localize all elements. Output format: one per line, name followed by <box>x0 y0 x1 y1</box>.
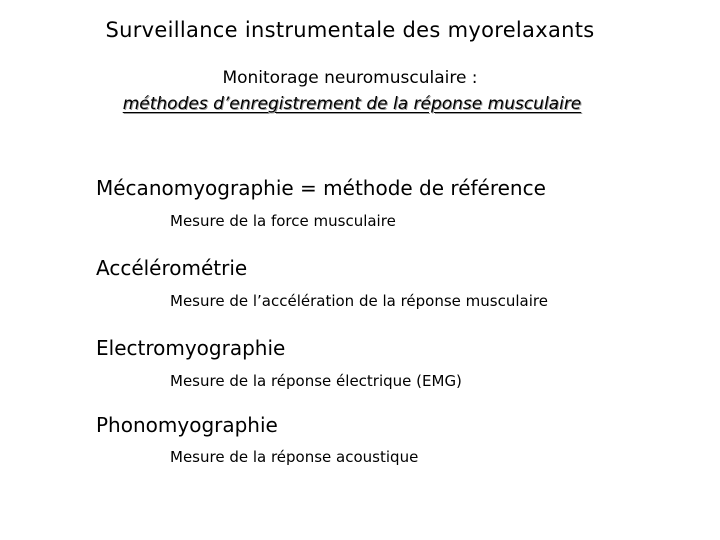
method-description: Mesure de la force musculaire <box>170 212 396 230</box>
method-title: Phonomyographie <box>96 413 278 437</box>
method-description: Mesure de la réponse électrique (EMG) <box>170 372 462 390</box>
method-title: Accélérométrie <box>96 256 248 280</box>
slide-subtitle-underlined: méthodes d’enregistrement de la réponse musculaire <box>122 94 582 114</box>
method-description: Mesure de la réponse acoustique <box>170 448 419 466</box>
method-title: Mécanomyographie = méthode de référence <box>96 176 546 200</box>
method-description: Mesure de l’accélération de la réponse musculaire <box>170 292 548 310</box>
slide-title: Surveillance instrumentale des myorelaxants <box>105 18 595 42</box>
method-title: Electromyographie <box>96 336 286 360</box>
slide-subtitle: Monitorage neuromusculaire : <box>222 68 478 88</box>
